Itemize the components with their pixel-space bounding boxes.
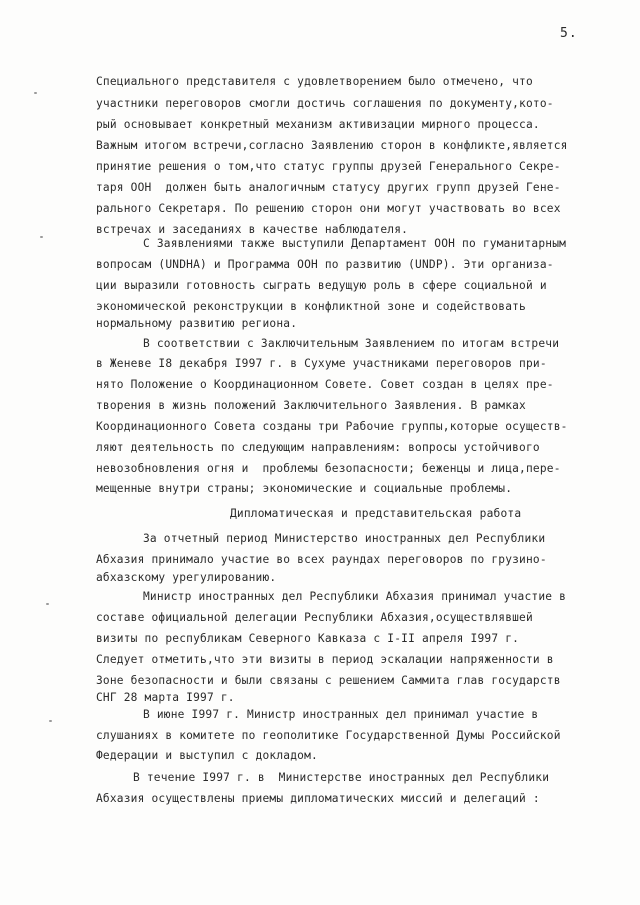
text-line: Министр иностранных дел Республики Абхазия принимал участие в [143,590,567,603]
text-line: Абхазия принимало участие во всех раундах переговоров по грузино- [96,553,547,566]
text-line: экономической реконструкции в конфликтной зоне и содействовать [96,300,526,313]
text-line: рый основывает конкретный механизм активизации мирного процесса. [96,118,540,131]
scan-speck [49,720,52,722]
text-line: мещенные внутри страны; экономические и социальные проблемы. [96,482,513,495]
text-line: творения в жизнь положений Заключительного Заявления. В рамках [96,399,526,412]
text-line: составе официальной делегации Республики Абхазия,осуществлявшей [96,611,533,624]
text-line: ции выразили готовность сыграть ведущую роль в сфере социальной и [96,279,547,292]
text-line: С Заявлениями также выступили Департамент ООН по гуманитарным [143,237,567,250]
text-line: абхазскому урегулированию. [96,571,277,584]
text-line: невозобновления огня и проблемы безопасности; беженцы и лица,пере- [96,462,561,475]
page-number: 5. [560,26,578,41]
text-line: Координационного Совета созданы три Рабочие группы,которые осуществ- [96,420,568,433]
text-line: вопросам (UNDHA) и Программа ООН по развитию (UNDP). Эти организа- [96,258,554,271]
text-line: нормальному развитию региона. [96,317,298,330]
text-line: слушаниях в комитете по геополитике Государственной Думы Российской [96,729,561,742]
text-line: Важным итогом встречи,согласно Заявлению сторон в конфликте,является [96,139,568,152]
text-line: В июне I997 г. Министр иностранных дел принимал участие в [143,708,539,721]
scan-speck [40,236,43,238]
text-line: Зоне безопасности и были связаны с решением Саммита глав государств [96,674,561,687]
text-line: таря ООН должен быть аналогичным статусу других групп друзей Гене- [96,181,561,194]
text-line: За отчетный период Министерство иностранных дел Республики [143,532,546,545]
scan-speck [34,92,37,94]
text-line: В течение I997 г. в Министерстве иностранных дел Республики [133,771,550,784]
text-line: визиты по республикам Северного Кавказа с I-II апреля I997 г. [96,632,520,645]
section-heading: Дипломатическая и представительская работа [230,507,522,520]
text-line: нято Положение о Координационном Совете. Совет создан в целях пре- [96,378,554,391]
scan-speck [46,603,49,605]
text-line: Федерации и выступил с докладом. [96,749,318,762]
text-line: Следует отметить,что эти визиты в период эскалации напряженности в [96,653,554,666]
text-line: Абхазия осуществлены приемы дипломатических миссий и делегаций : [96,792,540,805]
text-line: В соответствии с Заключительным Заявлением по итогам встречи [143,337,560,350]
text-line: СНГ 28 марта I997 г. [96,691,235,704]
text-line: принятие решения о том,что статус группы друзей Генерального Секре- [96,160,561,173]
text-line: участники переговоров смогли достичь соглашения по документу,кото- [96,97,554,110]
text-line: Специального представителя с удовлетворением было отмечено, что [96,75,533,88]
text-line: ляют деятельность по следующим направлениям: вопросы устойчивого [96,441,540,454]
text-line: встречах и заседаниях в качестве наблюдателя. [96,223,409,236]
text-line: рального Секретаря. По решению сторон они могут участвовать во всех [96,202,561,215]
text-line: в Женеве I8 декабря I997 г. в Сухуме участниками переговоров при- [96,357,547,370]
